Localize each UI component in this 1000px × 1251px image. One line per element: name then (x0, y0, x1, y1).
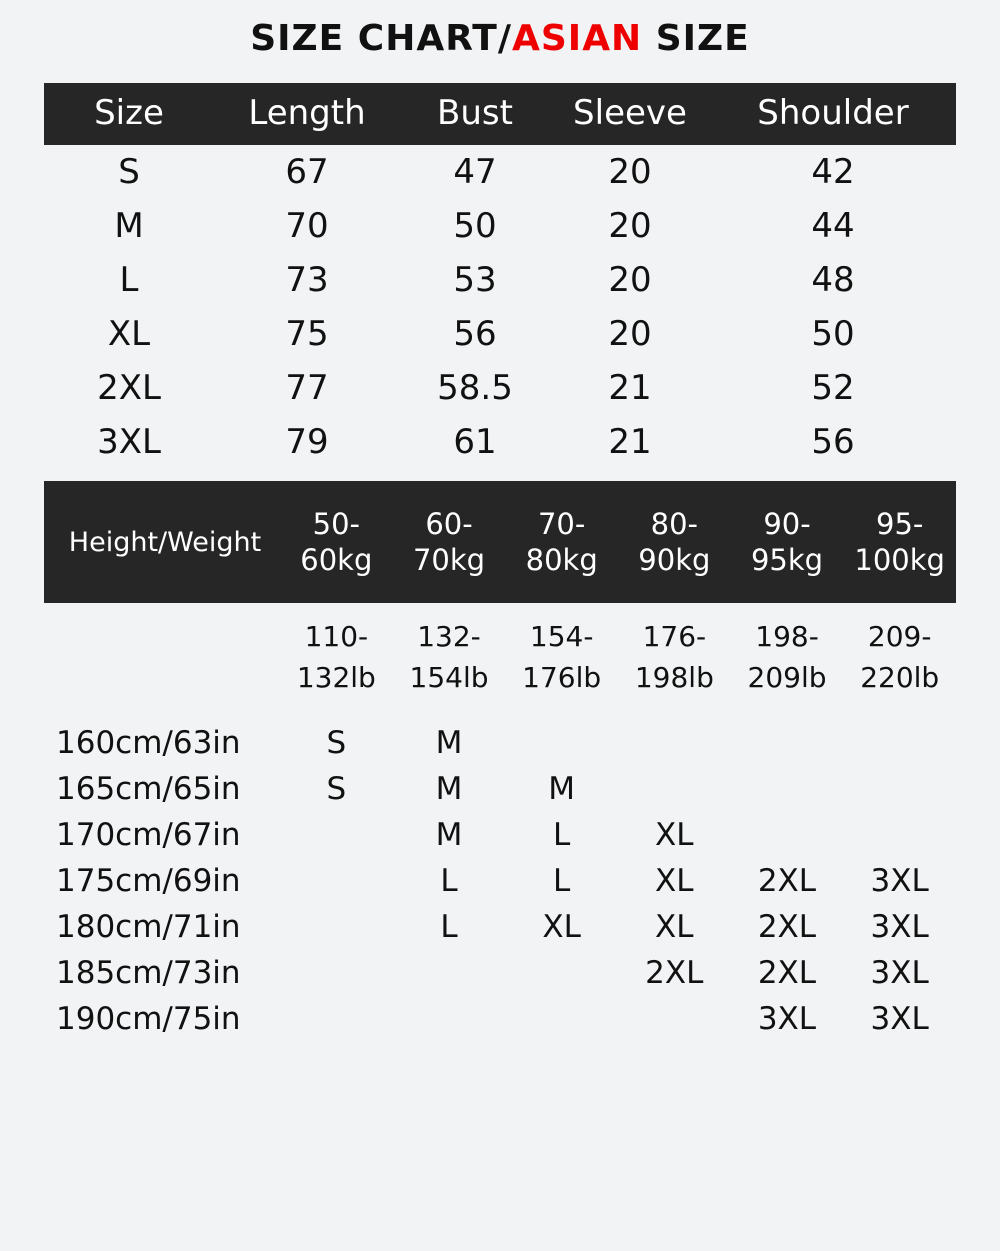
matrix-cell: 3XL (870, 909, 929, 946)
column-header-length: Length (214, 83, 400, 145)
weight-range-kg (280, 506, 393, 579)
weight-range-kg (505, 506, 618, 579)
column-header-sleeve: Sleeve (550, 83, 710, 145)
weight-range-lb-line2: 154lb (409, 660, 489, 694)
height-label: 165cm/65in (56, 771, 241, 808)
cell-length: 75 (285, 314, 329, 354)
matrix-cell: XL (542, 909, 581, 946)
cell-length: 73 (285, 260, 329, 300)
weight-range-lb (280, 617, 393, 698)
height-label: 170cm/67in (56, 817, 241, 854)
cell-size: S (118, 152, 140, 192)
height-label: 185cm/73in (56, 955, 241, 992)
weight-range-kg-line2: 95kg (750, 543, 824, 577)
matrix-cell (393, 950, 506, 996)
weight-range-kg-line1: 50- (312, 506, 361, 541)
page-title (0, 0, 1000, 59)
table-row (44, 950, 956, 996)
cell-bust: 50 (453, 206, 497, 246)
weight-range-kg (618, 506, 731, 579)
weight-range-lb (843, 617, 956, 698)
matrix-cell: 2XL (757, 863, 817, 900)
title-part-2: SIZE (642, 18, 750, 59)
cell-shoulder: 56 (811, 422, 855, 462)
matrix-cell (280, 996, 393, 1042)
table-row (44, 361, 956, 415)
weight-range-lb-line2: 198lb (634, 660, 714, 694)
weight-range-lb-line2: 220lb (860, 660, 940, 694)
matrix-cell (505, 720, 618, 766)
weight-range-kg-line1: 80- (650, 506, 699, 541)
matrix-cell: XL (655, 863, 694, 900)
cell-length: 67 (285, 152, 329, 192)
cell-shoulder: 48 (811, 260, 855, 300)
weight-range-lb-line1: 176- (642, 620, 707, 653)
title-part-1: SIZE CHART/ (250, 18, 513, 59)
matrix-cell (280, 812, 393, 858)
height-weight-size-matrix (44, 720, 956, 1042)
matrix-cell: L (440, 863, 458, 900)
height-label: 175cm/69in (56, 863, 241, 900)
cell-bust: 58.5 (437, 368, 513, 408)
weight-range-kg-line1: 90- (763, 506, 811, 541)
table-header-row (44, 83, 956, 145)
table-row (44, 253, 956, 307)
matrix-cell (618, 766, 731, 812)
weight-range-kg-line1: 70- (537, 506, 586, 541)
table-row (44, 996, 956, 1042)
matrix-cell: 3XL (870, 1001, 929, 1038)
matrix-cell (280, 950, 393, 996)
matrix-cell (280, 904, 393, 950)
matrix-cell: M (435, 725, 463, 762)
weight-range-lb-line1: 198- (755, 620, 819, 653)
height-label: 160cm/63in (56, 725, 241, 762)
table-row (44, 904, 956, 950)
weight-range-lb-line1: 154- (529, 620, 594, 653)
column-header-size: Size (44, 83, 214, 145)
cell-sleeve: 20 (608, 314, 652, 354)
cell-size: 3XL (97, 422, 161, 462)
table-row (44, 199, 956, 253)
column-header-bust: Bust (400, 83, 550, 145)
lb-row-spacer (44, 617, 280, 698)
weight-range-lb-row (44, 617, 956, 698)
matrix-cell: XL (655, 909, 694, 946)
matrix-cell: 3XL (870, 863, 929, 900)
matrix-cell (618, 996, 731, 1042)
weight-range-kg-line2: 80kg (525, 543, 598, 577)
weight-range-kg-line2: 90kg (638, 543, 711, 577)
matrix-cell: S (326, 771, 347, 808)
cell-sleeve: 20 (608, 206, 652, 246)
matrix-cell (393, 996, 506, 1042)
matrix-cell: 3XL (870, 955, 929, 992)
cell-length: 70 (285, 206, 329, 246)
matrix-cell (505, 996, 618, 1042)
weight-range-lb-line2: 209lb (747, 660, 827, 694)
height-weight-label: Height/Weight (68, 526, 262, 558)
table-row (44, 858, 956, 904)
weight-range-kg (393, 506, 506, 579)
weight-range-lb (731, 617, 844, 698)
weight-range-kg-line2: 100kg (854, 543, 945, 577)
matrix-cell: M (435, 817, 463, 854)
cell-sleeve: 20 (608, 152, 652, 192)
column-header-shoulder: Shoulder (710, 83, 956, 145)
matrix-cell (731, 720, 844, 766)
height-weight-header-band (44, 481, 956, 603)
weight-range-lb (393, 617, 506, 698)
matrix-cell: M (548, 771, 576, 808)
weight-range-kg-line1: 95- (876, 506, 924, 541)
weight-range-lb-line2: 176lb (522, 660, 602, 694)
matrix-cell (843, 766, 956, 812)
cell-shoulder: 52 (811, 368, 855, 408)
matrix-cell: L (553, 863, 571, 900)
cell-sleeve: 20 (608, 260, 652, 300)
table-row (44, 812, 956, 858)
weight-range-lb-line1: 132- (417, 620, 481, 653)
cell-size: M (114, 206, 144, 246)
table-row (44, 307, 956, 361)
matrix-cell (843, 720, 956, 766)
cell-sleeve: 21 (608, 368, 652, 408)
matrix-cell (280, 858, 393, 904)
height-label: 180cm/71in (56, 909, 241, 946)
height-label: 190cm/75in (56, 1001, 241, 1038)
weight-range-kg-line2: 60kg (300, 543, 373, 577)
table-row (44, 415, 956, 469)
weight-range-kg (731, 506, 844, 579)
table-row (44, 720, 956, 766)
matrix-cell (843, 812, 956, 858)
title-accent: ASIAN (512, 18, 643, 59)
weight-range-kg (843, 506, 956, 579)
cell-shoulder: 50 (811, 314, 855, 354)
cell-shoulder: 42 (811, 152, 855, 192)
cell-bust: 56 (453, 314, 497, 354)
matrix-cell: 2XL (757, 909, 817, 946)
cell-sleeve: 21 (608, 422, 652, 462)
matrix-cell (731, 812, 844, 858)
matrix-cell: L (440, 909, 458, 946)
size-measurements-table (44, 83, 956, 469)
matrix-cell: XL (655, 817, 694, 854)
cell-size: 2XL (97, 368, 161, 408)
matrix-cell: 2XL (645, 955, 704, 992)
weight-range-lb-line1: 110- (304, 620, 369, 653)
cell-size: L (119, 260, 139, 300)
matrix-cell: S (326, 725, 347, 762)
weight-range-kg-line1: 60- (425, 506, 473, 541)
cell-bust: 53 (453, 260, 497, 300)
cell-bust: 47 (453, 152, 497, 192)
weight-range-lb (505, 617, 618, 698)
cell-length: 77 (285, 368, 329, 408)
cell-bust: 61 (453, 422, 497, 462)
matrix-cell: L (553, 817, 571, 854)
weight-range-kg-line2: 70kg (412, 543, 486, 577)
table-row (44, 145, 956, 199)
cell-length: 79 (285, 422, 329, 462)
matrix-cell: M (435, 771, 463, 808)
weight-range-lb-line2: 132lb (296, 660, 376, 694)
table-row (44, 766, 956, 812)
weight-range-lb-line1: 209- (867, 620, 932, 653)
matrix-cell (618, 720, 731, 766)
cell-shoulder: 44 (811, 206, 855, 246)
matrix-cell (731, 766, 844, 812)
matrix-cell: 3XL (757, 1001, 817, 1038)
matrix-cell (505, 950, 618, 996)
matrix-cell: 2XL (757, 955, 817, 992)
cell-size: XL (107, 314, 151, 354)
weight-range-lb (618, 617, 731, 698)
